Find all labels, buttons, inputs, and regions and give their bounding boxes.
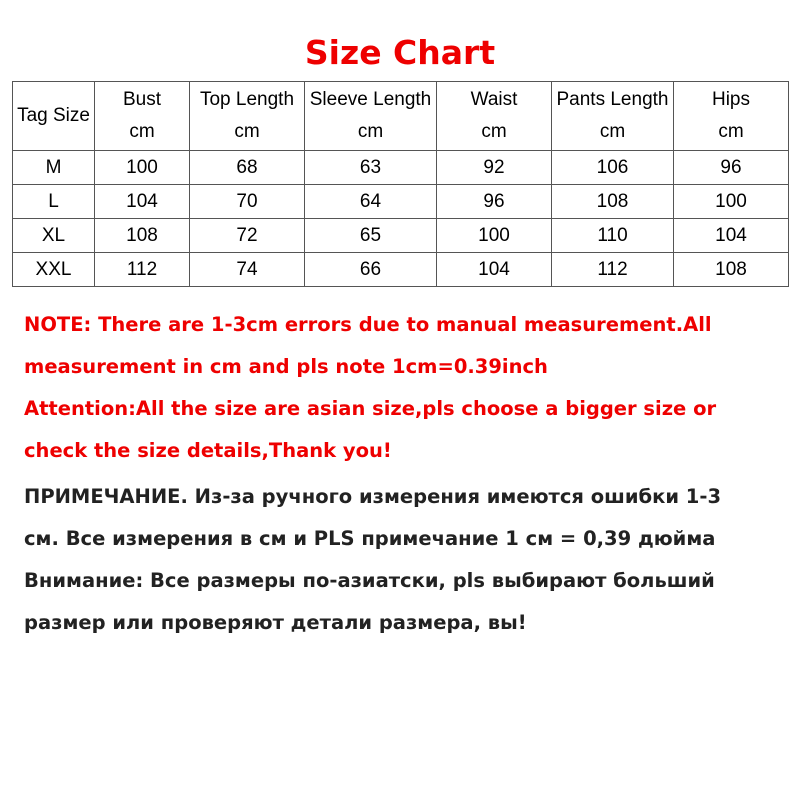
header-label: Waist	[470, 89, 518, 110]
note-line: Внимание: Все размеры по-азиатски, pls выбирают больший	[24, 569, 715, 592]
table-cell: 70	[190, 185, 305, 219]
note-line: check the size details,Thank you!	[24, 439, 392, 462]
header-label: Tag Size	[17, 105, 90, 126]
table-cell: L	[13, 185, 95, 219]
table-cell: 108	[674, 253, 789, 287]
table-cell: 100	[437, 219, 552, 253]
table-cell: 68	[190, 151, 305, 185]
note-line: measurement in cm and pls note 1cm=0.39inch	[24, 355, 548, 378]
table-cell: 104	[95, 185, 190, 219]
table-cell: 100	[674, 185, 789, 219]
header-label: Sleeve Length	[309, 89, 432, 110]
table-cell: 74	[190, 253, 305, 287]
note-line: размер или проверяют детали размера, вы!	[24, 611, 527, 634]
table-cell: 72	[190, 219, 305, 253]
table-cell: 96	[674, 151, 789, 185]
header-unit: cm	[129, 121, 155, 142]
table-cell: 110	[552, 219, 674, 253]
header-top-length	[190, 82, 305, 151]
table-cell: 112	[95, 253, 190, 287]
header-label: Bust	[122, 89, 162, 110]
table-row	[13, 185, 789, 219]
header-hips	[674, 82, 789, 151]
header-label: Top Length	[199, 89, 295, 110]
table-row	[13, 253, 789, 287]
russian-notes	[24, 476, 784, 644]
table-cell: 112	[552, 253, 674, 287]
header-waist	[437, 82, 552, 151]
note-line: см. Все измерения в см и PLS примечание 1 см = 0,39 дюйма	[24, 527, 716, 550]
table-cell: 64	[305, 185, 437, 219]
header-label: Pants Length	[556, 89, 669, 110]
header-unit: cm	[718, 121, 744, 142]
table-header-row	[13, 82, 789, 151]
english-notes	[24, 304, 784, 472]
table-cell: 104	[437, 253, 552, 287]
note-line: Attention:All the size are asian size,pls choose a bigger size or	[24, 397, 717, 420]
header-tag-size	[13, 82, 95, 151]
table-cell: 104	[674, 219, 789, 253]
header-unit: cm	[234, 121, 260, 142]
note-line: ПРИМЕЧАНИЕ. Из-за ручного измерения имеются ошибки 1-3	[24, 485, 722, 508]
table-cell: 65	[305, 219, 437, 253]
table-cell: XXL	[13, 253, 95, 287]
header-bust	[95, 82, 190, 151]
table-row	[13, 151, 789, 185]
table-cell: 92	[437, 151, 552, 185]
size-chart-table	[12, 81, 789, 287]
table-cell: 96	[437, 185, 552, 219]
table-cell: 100	[95, 151, 190, 185]
header-unit: cm	[599, 121, 626, 142]
table-cell: 108	[552, 185, 674, 219]
header-unit: cm	[481, 121, 507, 142]
note-line: NOTE: There are 1-3cm errors due to manual measurement.All	[24, 313, 712, 336]
table-cell: 106	[552, 151, 674, 185]
header-sleeve-length	[305, 82, 437, 151]
header-pants-length	[552, 82, 674, 151]
table-cell: 108	[95, 219, 190, 253]
header-label: Hips	[711, 89, 750, 110]
table-cell: 63	[305, 151, 437, 185]
page-title: Size Chart	[304, 33, 496, 72]
table-cell: M	[13, 151, 95, 185]
table-cell: 66	[305, 253, 437, 287]
table-row	[13, 219, 789, 253]
table-cell: XL	[13, 219, 95, 253]
header-unit: cm	[357, 121, 384, 142]
